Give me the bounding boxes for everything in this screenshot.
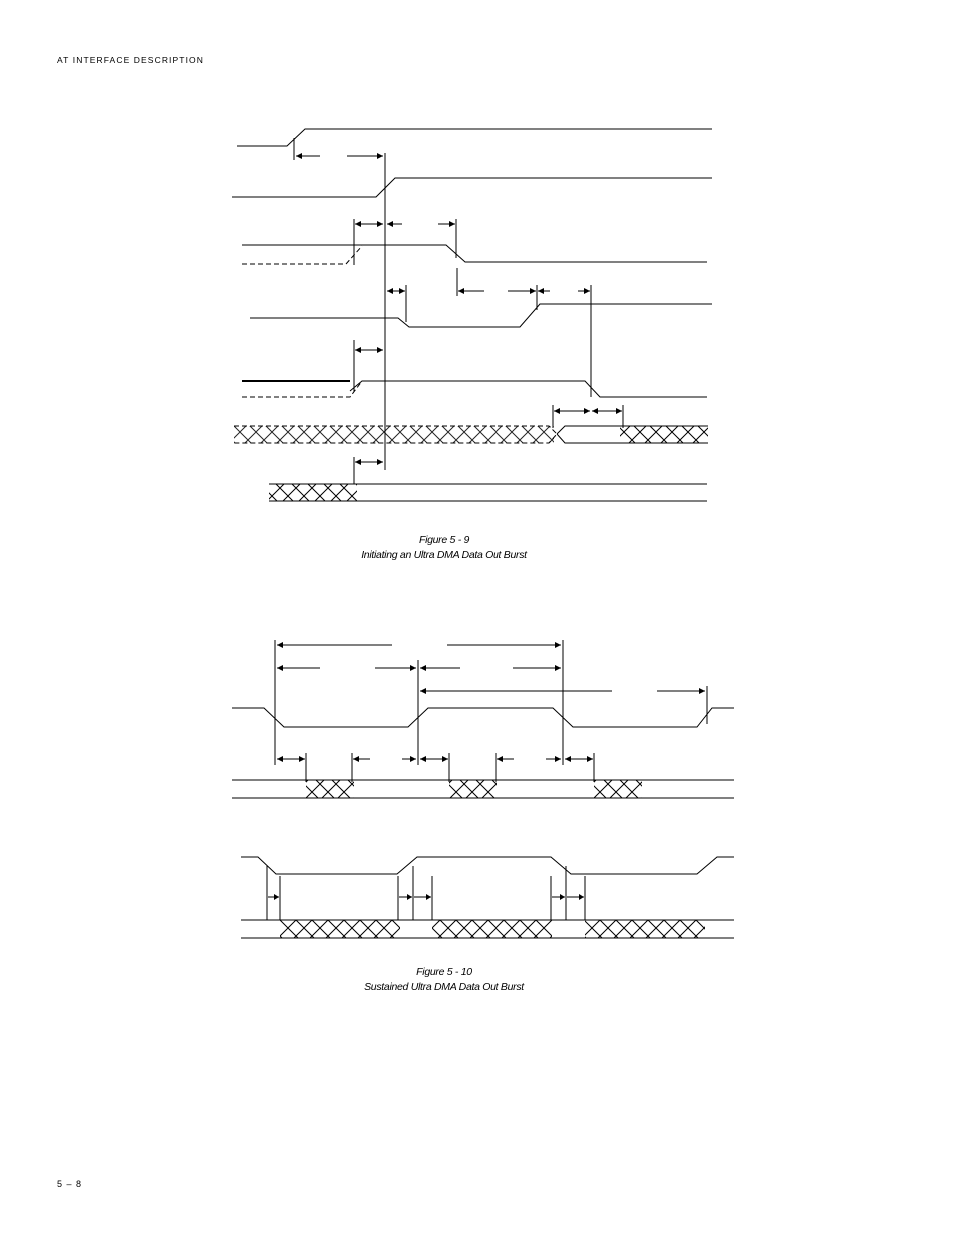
signal-4-waveform: [250, 304, 712, 327]
figure-5-9-title: Initiating an Ultra DMA Data Out Burst: [361, 549, 527, 561]
signal-3-waveform: [242, 245, 707, 262]
signal-2-waveform: [232, 178, 712, 197]
signal-3-dashed: [242, 246, 362, 264]
signal-6-valid-data: [557, 426, 620, 443]
signal-6-undefined-bus: [234, 426, 554, 443]
figure-5-10-title: Sustained Ultra DMA Data Out Burst: [364, 981, 524, 993]
signal-6-hatch-end: [620, 426, 708, 443]
figure-5-9-number: Figure 5 - 9: [418, 534, 470, 546]
signal-5-dashed: [242, 381, 362, 397]
strobe-2-waveform: [241, 857, 734, 874]
page-number: 5 – 8: [57, 1179, 83, 1189]
signal-5-rise: [350, 381, 707, 397]
page-header: AT INTERFACE DESCRIPTION: [57, 55, 204, 65]
figure-5-9-diagram: [232, 129, 712, 501]
signal-1-waveform: [237, 129, 712, 146]
signal-7-hatch: [269, 484, 357, 501]
figure-5-10-number: Figure 5 - 10: [416, 966, 472, 978]
figure-5-10-diagram: [232, 640, 734, 938]
strobe-waveform: [232, 708, 734, 727]
figure-5-10-caption: [294, 965, 594, 995]
figure-5-9-caption: [294, 533, 594, 563]
